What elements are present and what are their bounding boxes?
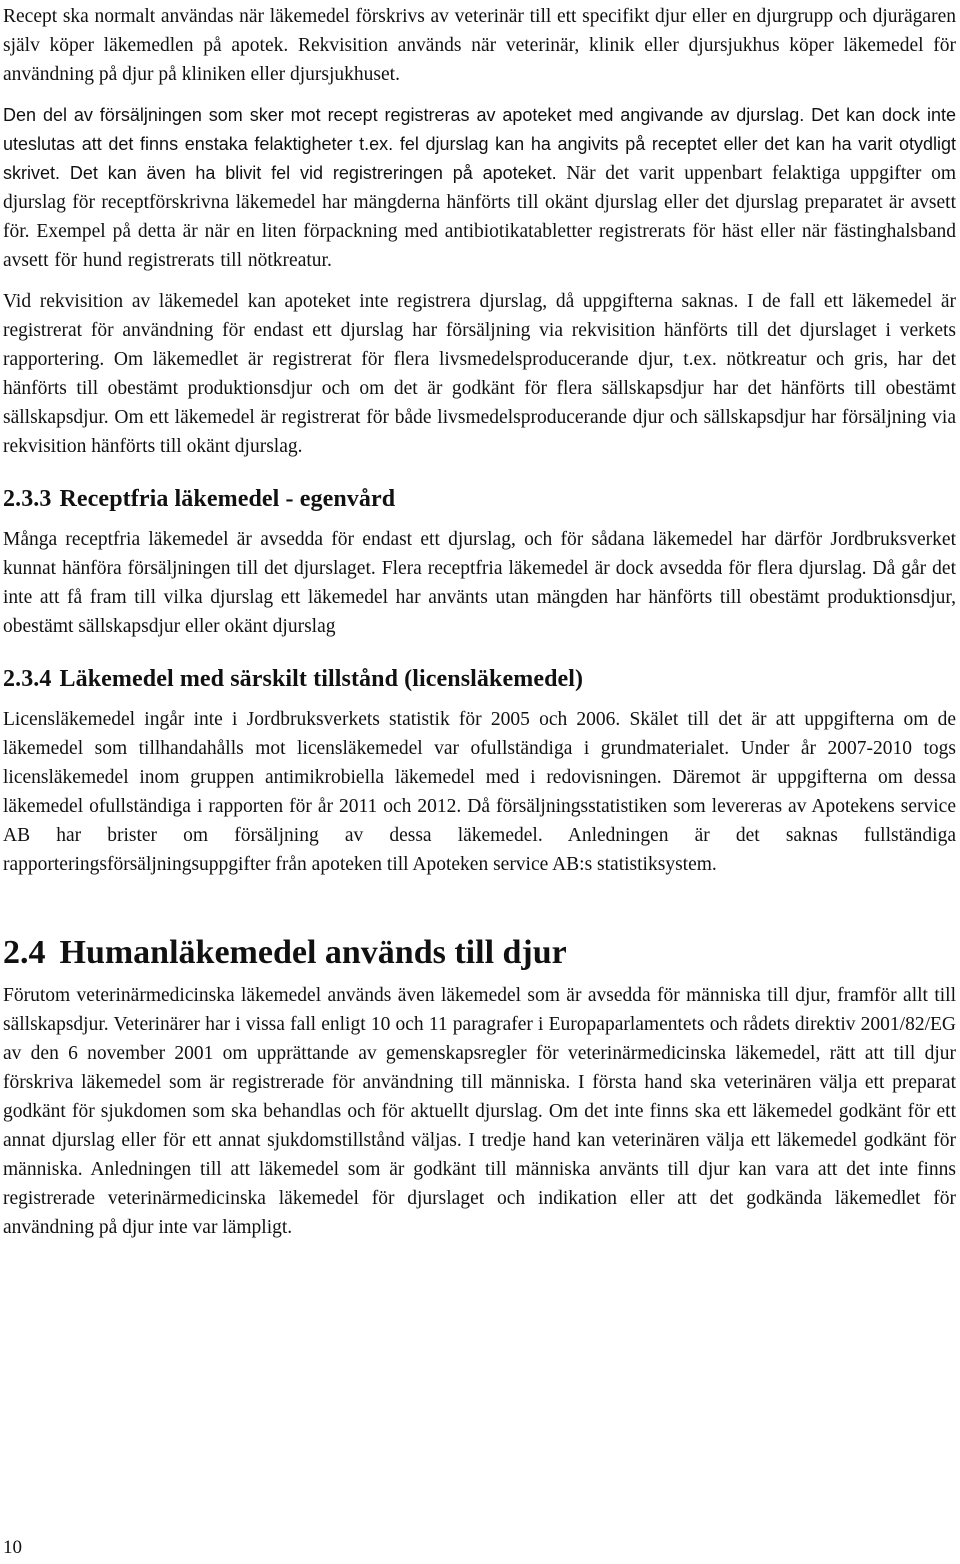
paragraph-rekvisition: Vid rekvisition av läkemedel kan apoteket inte registrera djurslag, då uppgifterna saknas. I de fall ett läkemedel är registrerat för användning för endast ett djurslag har försäljning via rekvisition hänförts till det djurslaget i verkets rapportering. Om läkemedlet är registrerat för flera livsmedelsproducerande djur, t.ex. nötkreatur och gris, har det hänförts till obestämt produktionsdjur och om det är godkänt för flera sällskapsdjur har det hänförts till obestämt sällskapsdjur. Om ett läkemedel är registrerat för både livsmedelsproducerande djur och sällskapsdjur har försäljning via rekvisition hänförts till okänt djurslag. xyxy=(3,291,956,457)
section-heading-2-3-4 xyxy=(3,663,956,695)
page-number: 10 xyxy=(3,1537,22,1558)
section-heading-2-4 xyxy=(3,931,956,975)
section-body-2-3-3: Många receptfria läkemedel är avsedda för endast ett djurslag, och för sådana läkemedel har därför Jordbruksverket kunnat hänföra försäljningen till det djurslaget. Flera receptfria läkemedel är dock avsedda för flera djurslag. Då går det inte att få fram till vilka djurslag ett läkemedel har använts utan mängden har hänförts till obestämt produktionsdjur, obestämt sällskapsdjur eller okänt djurslag xyxy=(3,529,956,637)
paragraph-recept-rekvisition: Recept ska normalt användas när läkemedel förskrivs av veterinär till ett specifikt djur eller en djurgrupp och djurägaren själv köper läkemedlen på apotek. Rekvisition används när veterinär, klinik eller djursjukhus köper läkemedel för användning på djur på kliniken eller djursjukhuset. xyxy=(3,6,956,85)
section-title: Receptfria läkemedel - egenvård xyxy=(59,486,396,512)
section-body-2-3-4: Licensläkemedel ingår inte i Jordbruksverkets statistik för 2005 och 2006. Skälet till det är att uppgifterna om de läkemedel som tillhandahålls mot licensläkemedel var ofullständiga i grundmaterialet. Under år 2007-2010 togs licensläkemedel inom gruppen antimikrobiella läkemedel med i redovisningen. Däremot är uppgifterna om dessa läkemedel ofullständiga i rapporten för år 2011 och 2012. Då försäljningsstatistiken som levereras av Apotekens service AB har brister om försäljning av dessa läkemedel. Anledningen är det saknas fullständiga rapporteringsförsäljningsuppgifter från apoteken till Apoteken service AB:s statistiksystem. xyxy=(3,709,956,875)
section-title: Läkemedel med särskilt tillstånd (licensläkemedel) xyxy=(59,666,584,692)
paragraph-recept-registrering-serif: När det varit uppenbart felaktiga uppgifter om djurslag för receptförskrivna läkemedel har mängderna hänförts till okänt djurslag eller det djurslag preparatet är avsett för. Exempel på detta är när en liten förpackning med antibiotikatabletter registrerats för häst eller när fästinghalsband avsett för hund registrerats till nötkreatur. xyxy=(3,163,956,271)
section-number: 2.4 xyxy=(3,934,46,971)
section-body-2-4: Förutom veterinärmedicinska läkemedel används även läkemedel som är avsedda för människa till djur, framför allt till sällskapsdjur. Veterinärer har i vissa fall enligt 10 och 11 paragrafer i Europaparlamentets och rådets direktiv 2001/82/EG av den 6 november 2001 om upprättande av gemenskapsregler för veterinärmedicinska läkemedel, rätt att till djur förskriva läkemedel som är registrerade för användning till människa. I första hand ska veterinären välja ett preparat godkänt för sjukdomen som ska behandlas och för aktuellt djurslag. Om det inte finns ska ett läkemedel godkänt för ett annat djurslag eller för ett annat sjukdomstillstånd väljas. I tredje hand kan veterinären välja ett läkemedel godkänt för människa. Anledningen till att läkemedel som är godkänt till människa använts till djur kan vara att det inte finns registrerade veterinärmedicinska läkemedel för djurslaget och indikation eller att det godkända läkemedlet för användning på djur inte var lämpligt. xyxy=(3,985,956,1238)
paragraph-recept-registrering xyxy=(3,101,956,275)
section-number: 2.3.4 xyxy=(3,666,52,692)
section-heading-2-3-3 xyxy=(3,483,956,515)
paragraph-recept-registrering-sans: Den del av försäljningen som sker mot recept registreras av apoteket med angivande av djurslag. Det kan dock inte uteslutas att det finns enstaka felaktigheter t.ex. fel djurslag kan ha angivits på receptet eller det kan ha varit otydligt skrivet. Det kan även ha blivit fel vid registreringen på apoteket. xyxy=(3,105,956,183)
section-title: Humanläkemedel används till djur xyxy=(59,934,567,971)
section-number: 2.3.3 xyxy=(3,486,52,512)
